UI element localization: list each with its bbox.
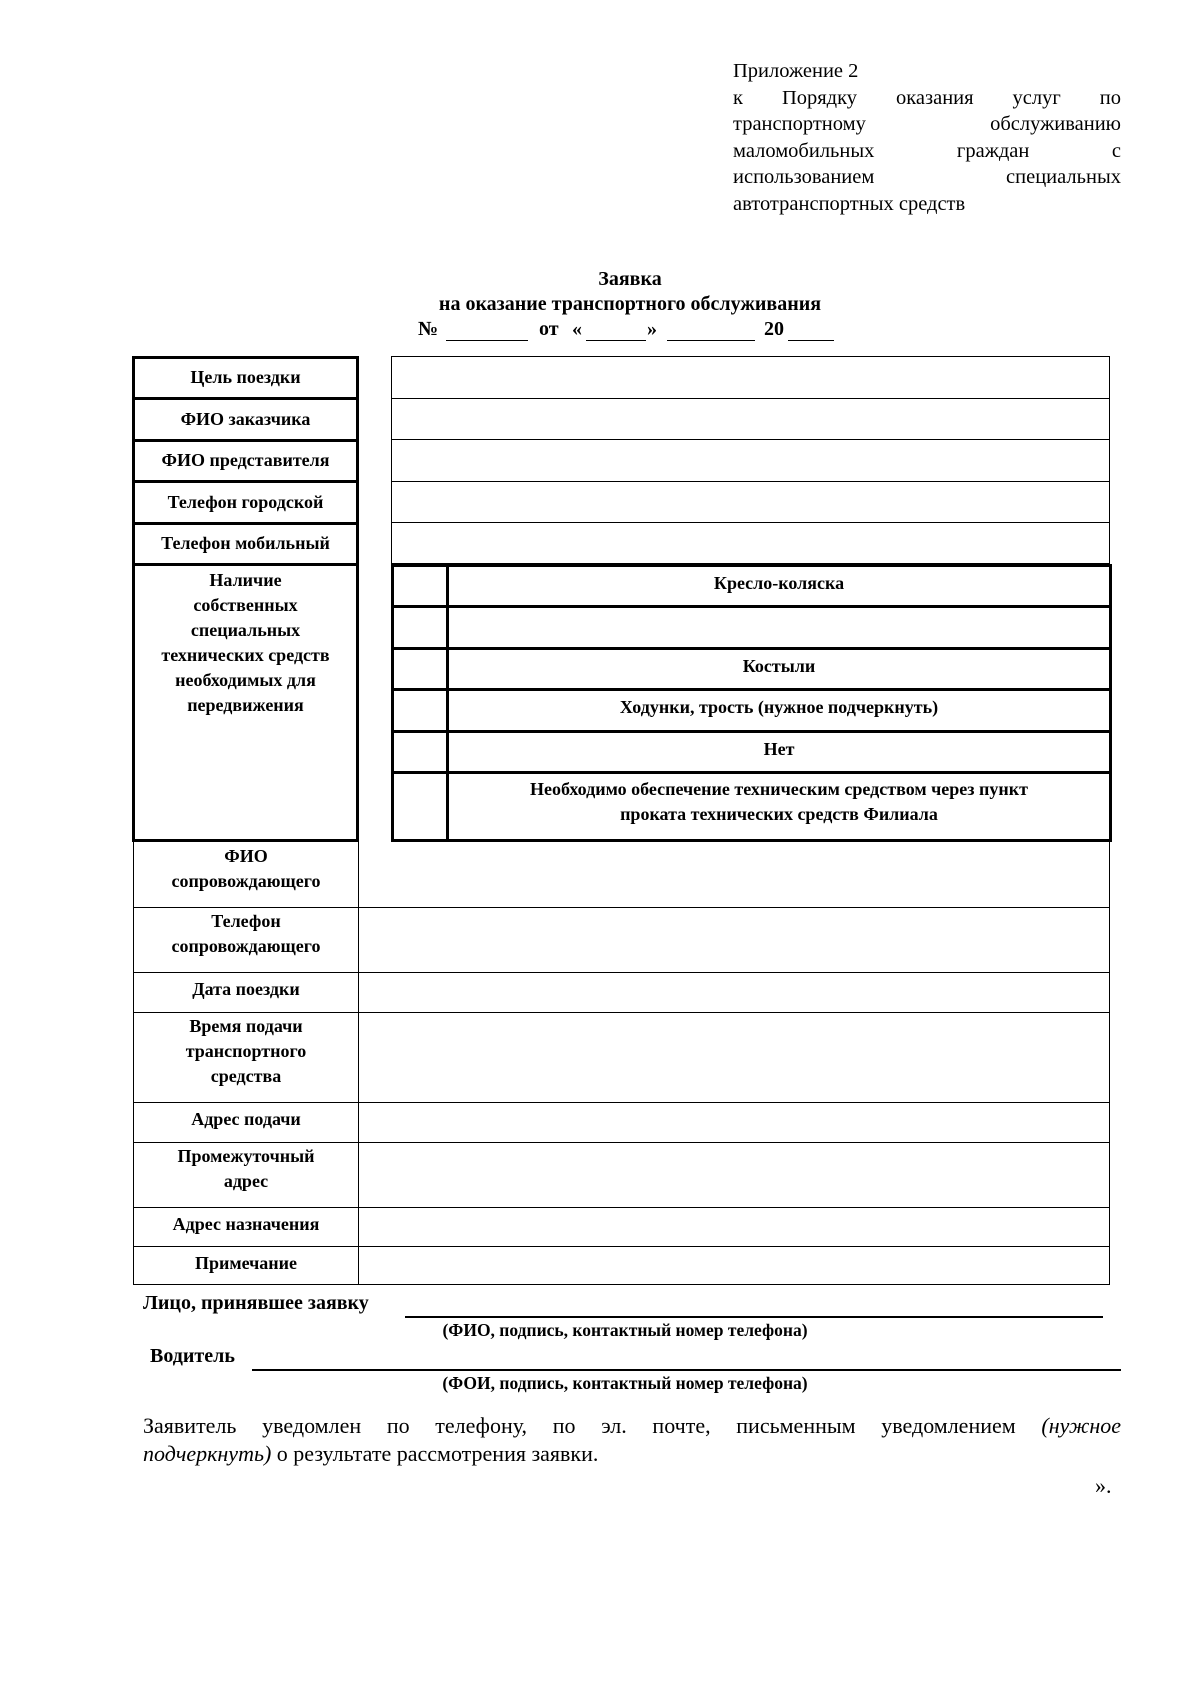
checkbox-none[interactable] — [394, 733, 446, 771]
notice-line-1: Заявитель уведомлен по телефону, по эл. почте, письменным уведомлением (нужное — [143, 1413, 1122, 1438]
checkbox-blank-row[interactable] — [394, 608, 446, 647]
day-blank — [586, 340, 646, 341]
number-blank — [446, 340, 528, 341]
accepted-by-label: Лицо, принявшее заявку — [143, 1292, 369, 1314]
label-phone-mobile: Телефон мобильный — [161, 533, 330, 553]
appendix-line: транспортному обслуживанию — [733, 113, 1121, 135]
aid-none: Нет — [763, 739, 795, 759]
input-phone-landline[interactable] — [392, 482, 1109, 522]
label-own-aids: Наличие собственных специальных технических средств необходимых для передвижения — [161, 570, 330, 715]
input-intermediate-address[interactable] — [359, 1143, 1109, 1207]
appendix-line: маломобильных граждан с — [733, 139, 1121, 162]
label-pickup-time: Время подачи транспортного средства — [185, 1016, 307, 1086]
accepted-by-signature-line[interactable] — [405, 1316, 1103, 1318]
closing-quote: ». — [1095, 1473, 1112, 1498]
document-subtitle: на оказание транспортного обслуживания — [438, 293, 822, 315]
quote-open: « — [572, 318, 582, 340]
checkbox-wheelchair[interactable] — [394, 567, 446, 605]
notice-line-2: подчеркнуть) о результате рассмотрения заявки. — [143, 1441, 599, 1466]
appendix-line: использованием специальных — [733, 166, 1121, 188]
label-note: Примечание — [194, 1253, 298, 1273]
label-customer-name: ФИО заказчика — [180, 409, 311, 429]
aid-wheelchair: Кресло-коляска — [713, 573, 845, 593]
aid-rental: Необходимо обеспечение техническим средством через пункт проката технических средств Филиала — [530, 779, 1028, 824]
checkbox-rental[interactable] — [394, 774, 446, 839]
appendix-line: автотранспортных средств — [733, 192, 966, 215]
notice-paragraph — [143, 1412, 1121, 1468]
label-intermediate-address: Промежуточный адрес — [177, 1146, 315, 1191]
input-trip-purpose[interactable] — [392, 357, 1109, 398]
aid-crutches: Костыли — [742, 656, 816, 676]
input-phone-mobile[interactable] — [392, 523, 1109, 564]
appendix-line: к Порядку оказания услуг по — [733, 86, 1121, 109]
year-prefix: 20 — [764, 318, 784, 340]
input-pickup-time[interactable] — [359, 1013, 1109, 1102]
year-blank — [788, 340, 834, 341]
label-destination: Адрес назначения — [172, 1214, 320, 1234]
label-representative-name: ФИО представителя — [161, 450, 330, 470]
label-pickup-address: Адрес подачи — [191, 1109, 301, 1129]
label-phone-landline: Телефон городской — [167, 492, 324, 512]
input-pickup-address[interactable] — [359, 1103, 1109, 1142]
input-trip-date[interactable] — [359, 973, 1109, 1012]
checkbox-crutches[interactable] — [394, 650, 446, 688]
appendix-line: Приложение 2 — [733, 60, 859, 82]
document-title: Заявка — [598, 268, 662, 290]
label-trip-purpose: Цель поездки — [190, 367, 301, 387]
aid-blank — [449, 608, 1109, 647]
driver-signature-line[interactable] — [252, 1369, 1121, 1371]
date-from-label: от — [539, 318, 559, 340]
input-representative-name[interactable] — [392, 440, 1109, 481]
checkbox-walker-cane[interactable] — [394, 691, 446, 730]
input-escort-name[interactable] — [359, 842, 1109, 907]
quote-close: » — [647, 318, 657, 340]
number-sign: № — [418, 318, 439, 340]
label-escort-phone: Телефон сопровождающего — [171, 911, 321, 956]
input-note[interactable] — [359, 1247, 1109, 1285]
aid-walker-cane: Ходунки, трость (нужное подчеркнуть) — [619, 697, 939, 717]
driver-caption: (ФОИ, подпись, контактный номер телефона) — [442, 1373, 808, 1393]
number-date-line — [418, 318, 858, 346]
input-customer-name[interactable] — [392, 399, 1109, 439]
input-destination[interactable] — [359, 1208, 1109, 1246]
input-escort-phone[interactable] — [359, 908, 1109, 972]
appendix-block — [733, 58, 1121, 217]
accepted-by-caption: (ФИО, подпись, контактный номер телефона) — [442, 1320, 808, 1340]
label-escort-name: ФИО сопровождающего — [171, 846, 321, 891]
month-blank — [667, 340, 755, 341]
driver-label: Водитель — [150, 1345, 235, 1367]
label-trip-date: Дата поездки — [192, 979, 300, 999]
